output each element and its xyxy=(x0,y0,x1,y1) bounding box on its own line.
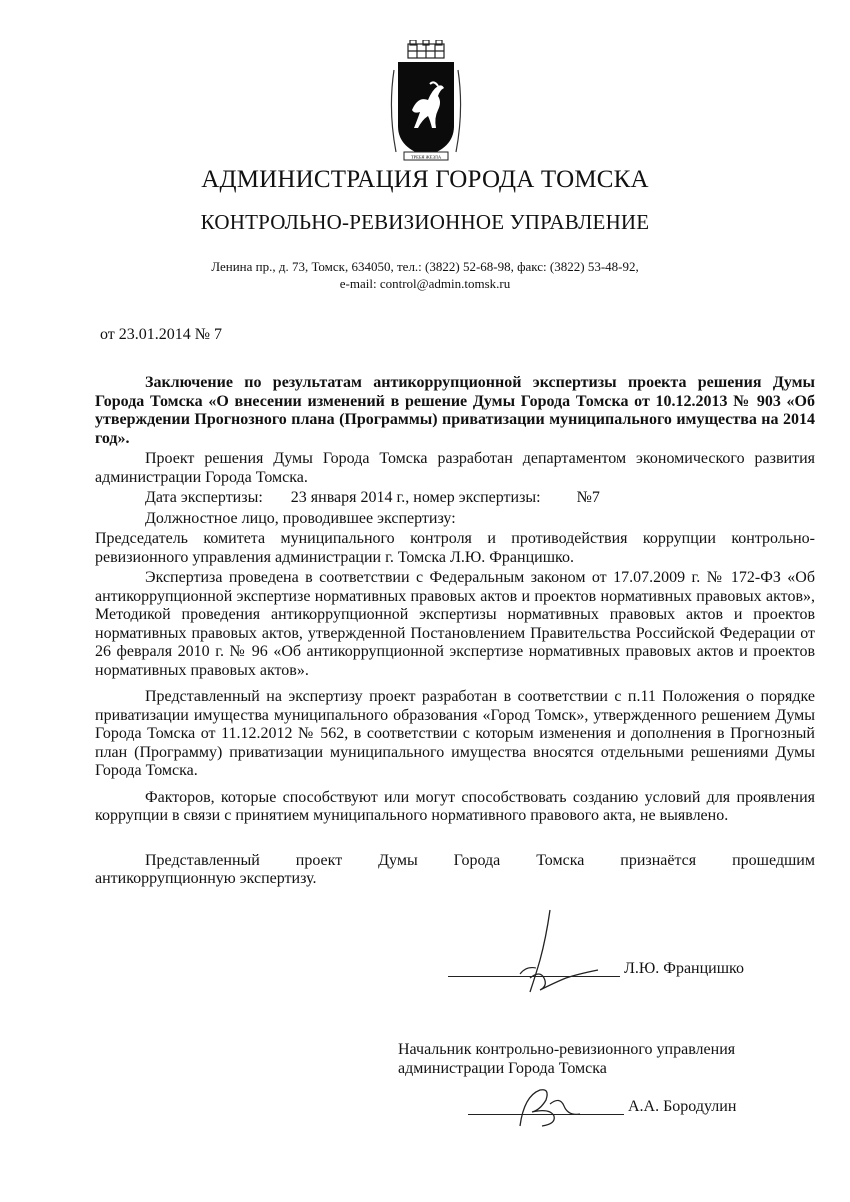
address-line: Ленина пр., д. 73, Томск, 634050, тел.: (3822) 52-68-98, факс: (3822) 53-48-92, xyxy=(211,259,639,274)
signature-1-line xyxy=(448,976,620,977)
email-line: e-mail: control@admin.tomsk.ru xyxy=(339,276,511,291)
official-label: Должностное лицо, проводившее экспертизу: xyxy=(145,509,456,527)
signer-1-name: Л.Ю. Францишко xyxy=(624,960,745,977)
chief-title xyxy=(398,1040,735,1078)
expertise-number: №7 xyxy=(576,489,600,506)
signer-2-name: А.А. Бородулин xyxy=(628,1098,737,1115)
emblem-motto: ТРЕБЯ ЖЕЗЛА xyxy=(410,154,442,160)
document-body xyxy=(95,374,815,889)
expertise-date-label: Дата экспертизы: xyxy=(145,489,263,506)
conclusion-line-2: антикоррупционную экспертизу. xyxy=(95,870,317,887)
expertise-date-row xyxy=(95,489,815,508)
document-date: от 23.01.2014 № 7 xyxy=(100,326,223,343)
expertise-date-value: 23 января 2014 г., номер экспертизы: xyxy=(290,489,541,506)
org-title: АДМИНИСТРАЦИЯ ГОРОДА ТОМСКА xyxy=(201,166,649,193)
contact-info xyxy=(0,258,850,292)
official-paragraph: Председатель комитета муниципального контроля и противодействия коррупции контрольно-ревизионного управления администрации г. Томска Л.Ю. Францишко. xyxy=(95,530,815,566)
conclusion-title: Заключение по результатам антикоррупционной экспертизы проекта решения Думы Города Томска «О внесении изменений в решение Думы Города Томска от 10.12.2013 № 903 «Об утверждении Прогнозного плана (Программы) приватизации муниципального имущества на 2014 год». xyxy=(95,374,815,447)
signature-1-handwritten xyxy=(506,908,602,1000)
developer-paragraph: Проект решения Думы Города Томска разработан департаментом экономического развития администрации Города Томска. xyxy=(95,450,815,486)
conclusion-line-1: Представленный проект Думы Города Томска признаётся прошедшим xyxy=(145,851,815,869)
chief-title-line-2: администрации Города Томска xyxy=(398,1060,607,1077)
chief-title-line-1: Начальник контрольно-ревизионного управления xyxy=(398,1041,736,1058)
conformity-paragraph: Представленный на экспертизу проект разработан в соответствии с п.11 Положения о порядке приватизации имущества муниципального образования «Город Томск», утвержденного решением Думы Города Томска от 11.12.2012 № 562, в соответствии с которым изменения и дополнения в Прогнозный план (Программу) приватизации муниципального имущества вносятся отдельными решениями Думы Города Томска. xyxy=(95,688,815,779)
signature-2-handwritten xyxy=(510,1086,590,1132)
department-title: КОНТРОЛЬНО-РЕВИЗИОННОЕ УПРАВЛЕНИЕ xyxy=(200,210,650,234)
signature-2-line xyxy=(468,1114,624,1115)
city-coat-of-arms-icon xyxy=(388,40,464,168)
basis-paragraph: Экспертиза проведена в соответствии с Федеральным законом от 17.07.2009 г. № 172-ФЗ «Об антикоррупционной экспертизе нормативных правовых актов и проектов нормативных правовых актов», Методикой проведения антикоррупционной экспертизы нормативных правовых актов и проектов нормативных правовых актов, утвержденной Постановлением Правительства Российской Федерации от 26 февраля 2010 г. № 96 «Об антикоррупционной экспертизе нормативных правовых актов и проектов нормативных правовых актов». xyxy=(95,569,815,679)
factors-paragraph: Факторов, которые способствуют или могут способствовать созданию условий для проявления коррупции в связи с принятием муниципального нормативного правового акта, не выявлено. xyxy=(95,788,815,824)
